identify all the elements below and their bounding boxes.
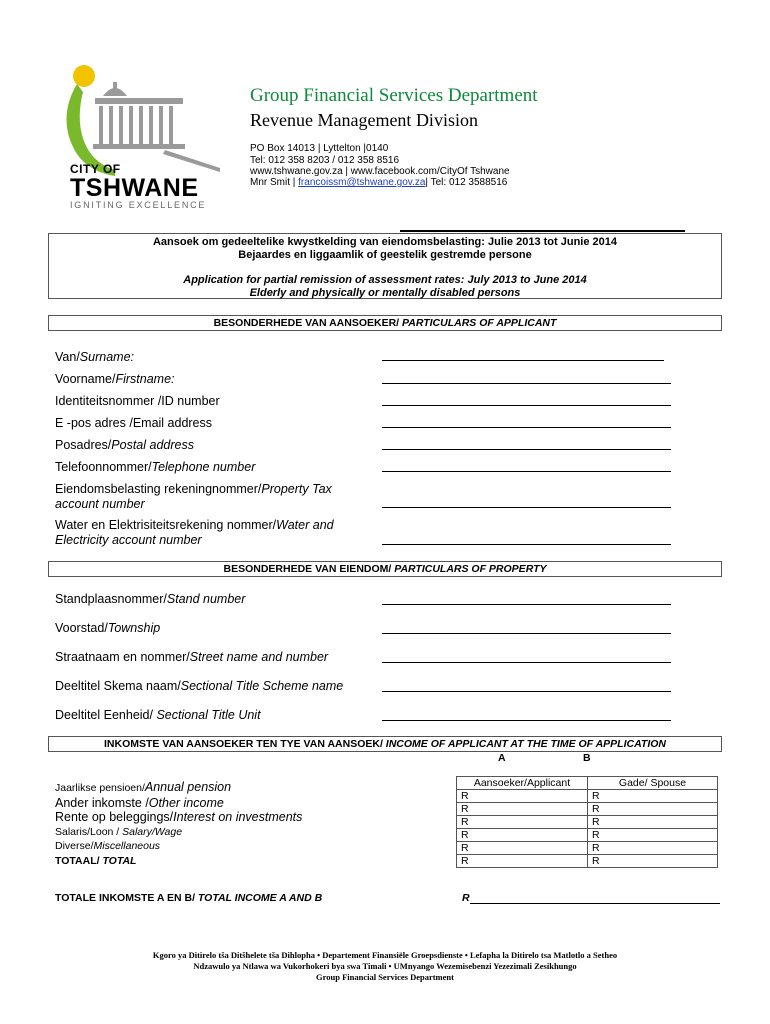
email-field[interactable] [382,427,671,428]
total-income-label: TOTALE INKOMSTE A EN B/ TOTAL INCOME A AND B [55,892,323,904]
column-b-label: B [583,752,591,764]
spouse-amount-cell[interactable]: R [588,803,718,816]
id-number-field[interactable] [382,405,671,406]
applicant-column-header: Aansoeker/Applicant [457,777,588,790]
income-labels [55,780,302,868]
street-field[interactable] [382,662,671,663]
income-total-label: TOTAAL/ TOTAL [55,854,137,867]
title-en-line2: Elderly and physically or mentally disabled persons [249,287,521,299]
spouse-column-header: Gade/ Spouse [588,777,718,790]
table-row [457,829,718,842]
scheme-name-label: Deeltitel Skema naam/Sectional Title Scheme name [55,679,344,693]
spouse-amount-cell[interactable]: R [588,855,718,868]
contact-name: Mnr Smit | [250,177,299,188]
contact-line [250,177,507,189]
applicant-section-heading [48,315,722,331]
column-a-label: A [498,752,506,764]
contact-email-link[interactable]: francoissm@tshwane.gov.za [298,177,426,188]
total-income-field[interactable] [470,903,720,904]
telephone-field[interactable] [382,471,671,472]
table-row [457,790,718,803]
logo-city-of: CITY OF [70,162,121,176]
stand-number-label: Standplaasnommer/Stand number [55,592,246,606]
firstname-field[interactable] [382,383,671,384]
income-row-label: Jaarlikse pensioen/Annual pension [55,780,232,794]
tel-line: Tel: 012 358 8203 / 012 358 8516 [250,155,400,166]
applicant-amount-cell[interactable]: R [457,790,588,803]
property-heading-af: BESONDERHEDE VAN EIENDOM/ [223,563,395,575]
applicant-amount-cell[interactable]: R [457,855,588,868]
income-table-header [457,777,718,790]
telephone-label: Telefoonnommer/Telephone number [55,460,256,474]
income-heading-af: INKOMSTE VAN AANSOEKER TEN TYE VAN AANSOEK/ [104,738,386,750]
surname-field[interactable] [382,360,664,361]
income-table [456,776,718,868]
table-row [457,855,718,868]
utility-account-field[interactable] [382,544,671,545]
postal-address-label: Posadres/Postal address [55,438,194,452]
table-row [457,816,718,829]
income-row-label: Diverse/Miscellaneous [55,840,161,852]
applicant-heading-en: PARTICULARS OF APPLICANT [402,317,557,329]
property-heading-en: PARTICULARS OF PROPERTY [394,563,547,575]
spouse-amount-cell[interactable]: R [588,829,718,842]
table-row [457,842,718,855]
title-af-line1: Aansoek om gedeeltelike kwystkelding van eiendomsbelasting: Julie 2013 tot Junie 2014 [152,236,617,248]
applicant-amount-cell[interactable]: R [457,829,588,842]
unit-label: Deeltitel Eenheid/ Sectional Title Unit [55,708,261,722]
applicant-amount-cell[interactable]: R [457,803,588,816]
total-income-r: R [462,892,470,904]
property-section-heading [48,561,722,577]
income-heading-en: INCOME OF APPLICANT AT THE TIME OF APPLICATION [385,738,666,750]
property-tax-account-label: Eiendomsbelasting rekeningnommer/Property Tax account number [55,482,332,511]
department-title: Group Financial Services Department [250,85,538,106]
property-tax-account-field[interactable] [382,507,671,508]
spouse-amount-cell[interactable]: R [588,790,718,803]
income-row-label: Ander inkomste /Other income [55,795,224,810]
street-label: Straatnaam en nommer/Street name and number [55,650,329,664]
applicant-amount-cell[interactable]: R [457,816,588,829]
unit-field[interactable] [382,720,671,721]
contact-tel: | Tel: 012 3588516 [425,177,508,188]
address-line: PO Box 14013 | Lyttelton |0140 [250,143,389,154]
id-number-label: Identiteitsnommer /ID number [55,394,220,408]
applicant-heading-af: BESONDERHEDE VAN AANSOEKER/ [213,317,403,329]
web-line: www.tshwane.gov.za | www.facebook.com/CityOf Tshwane [250,166,510,177]
township-label: Voorstad/Township [55,621,161,635]
scheme-name-field[interactable] [382,691,671,692]
township-field[interactable] [382,633,671,634]
title-box [48,233,722,299]
income-row-label: Salaris/Loon / Salary/Wage [55,825,183,838]
logo-tshwane: TSHWANE [70,174,199,202]
postal-address-field[interactable] [382,449,671,450]
division-subtitle: Revenue Management Division [250,110,478,130]
email-label: E -pos adres /Email address [55,416,213,430]
stand-number-field[interactable] [382,604,671,605]
income-section-heading [48,736,722,752]
income-row-label: Rente op beleggings/Interest on investments [55,810,303,824]
firstname-label: Voorname/Firstname: [55,372,175,386]
footer-line1: Kgoro ya Ditirelo tša Ditšhelete tša Dihlopha • Departement Finansiële Groepsdienste • Lefapha la Ditirelo tsa Matlotlo a Setheo [152,950,618,960]
table-row [457,803,718,816]
spouse-amount-cell[interactable]: R [588,816,718,829]
applicant-amount-cell[interactable]: R [457,842,588,855]
logo-tagline: IGNITING EXCELLENCE [70,200,207,210]
utility-account-label: Water en Elektrisiteitsrekening nommer/Water and Electricity account number [55,518,334,547]
city-of-tshwane-logo [55,62,235,212]
title-af-line2: Bejaardes en liggaamlik of geestelik gestremde persone [238,249,532,261]
footer-line3: Group Financial Services Department [316,972,454,982]
spouse-amount-cell[interactable]: R [588,842,718,855]
footer-line2: Ndzawulo ya Ntlawa wa Vukorhokeri bya swa Timali • UMnyango Wezemisebenzi Yezezimali Zesikhungo [193,961,577,971]
surname-label: Van/Surname: [55,350,134,364]
title-rule [400,230,685,232]
title-en-line1: Application for partial remission of assessment rates: July 2013 to June 2014 [183,274,587,286]
